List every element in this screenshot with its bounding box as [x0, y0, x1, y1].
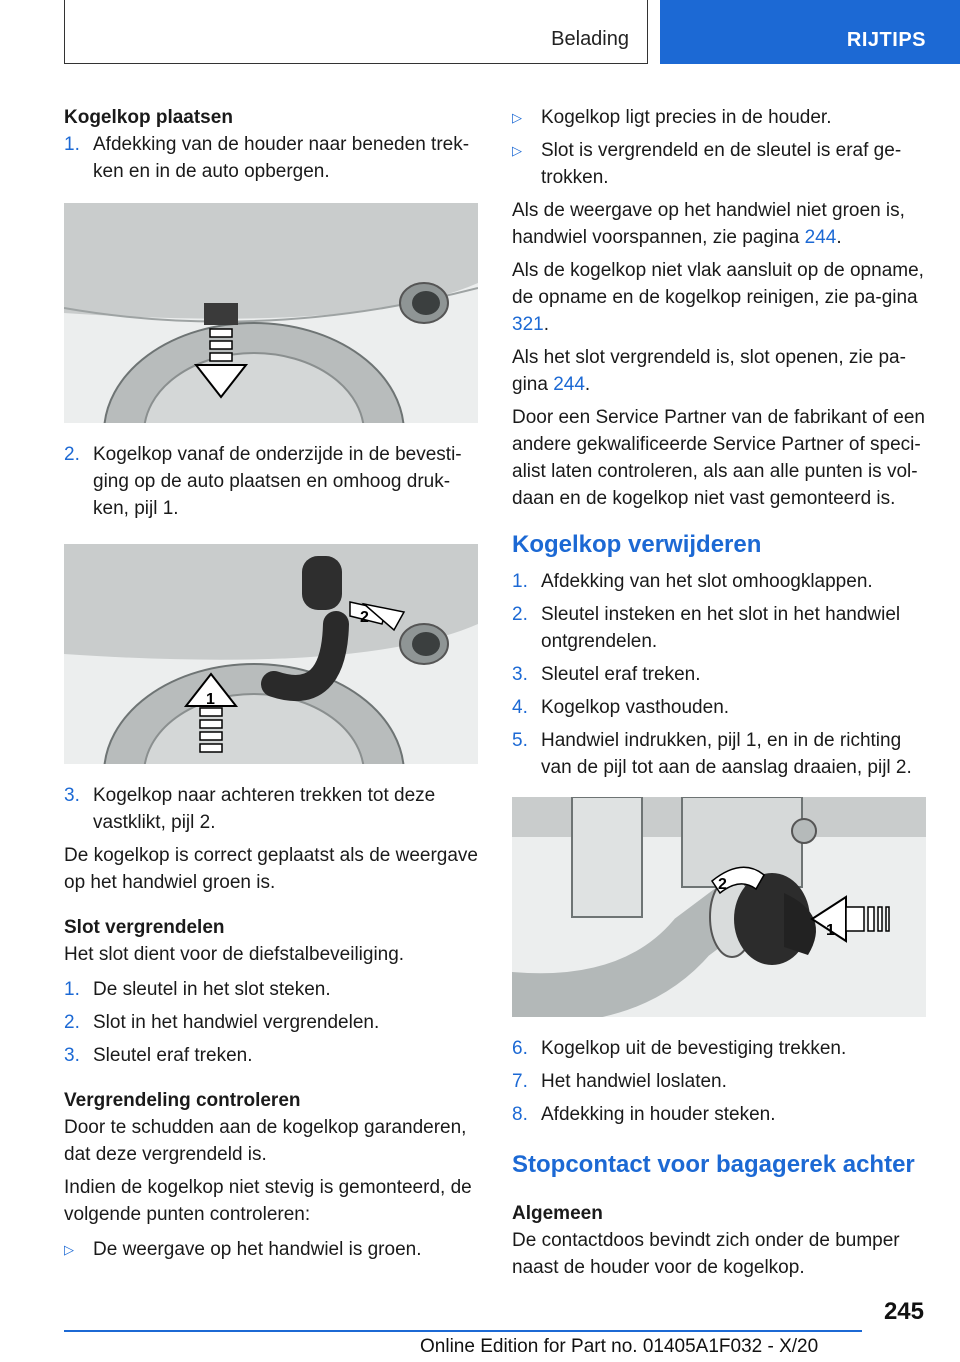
step-text: Afdekking in houder steken. — [541, 1104, 776, 1125]
heading-stopcontact: Stopcontact voor bagagerek achter — [512, 1151, 915, 1178]
figure-release-handwheel — [512, 797, 926, 1017]
page-link[interactable]: 244 — [804, 227, 837, 248]
figure-arrow-label: 1 — [826, 922, 835, 939]
step-number: 5. — [512, 730, 528, 751]
step-number: 6. — [512, 1038, 528, 1059]
step-text: Het handwiel loslaten. — [541, 1071, 727, 1092]
heading-kogelkop-plaatsen: Kogelkop plaatsen — [64, 107, 233, 128]
left-column — [64, 104, 478, 1263]
step-text: De sleutel in het slot steken. — [93, 979, 331, 1000]
right-column — [512, 104, 926, 1281]
step-number: 1. — [64, 134, 80, 155]
figure-arrow-label: 1 — [206, 691, 215, 708]
heading-slot-vergrendelen: Slot vergrendelen — [64, 917, 225, 938]
step-text: Kogelkop vasthouden. — [541, 697, 730, 718]
step-text: Kogelkop uit de bevestiging trekken. — [541, 1038, 847, 1059]
list-item — [64, 131, 478, 185]
list-item — [512, 568, 926, 595]
figure-arrow-label: 2 — [360, 609, 369, 626]
footer-divider — [64, 1330, 862, 1332]
step-number: 2. — [64, 1012, 80, 1033]
list-item — [512, 727, 926, 781]
paragraph-indien: Indien de kogelkop niet stevig is gemonteerd, de volgende punten controleren: — [64, 1177, 472, 1225]
step-number: 8. — [512, 1104, 528, 1125]
list-item — [512, 137, 926, 191]
list-item — [512, 1068, 926, 1095]
step-text: Sleutel eraf treken. — [93, 1045, 253, 1066]
step-text: Sleutel eraf treken. — [541, 664, 701, 685]
list-item — [64, 441, 478, 522]
header-section-title: Belading — [551, 28, 629, 50]
heading-algemeen: Algemeen — [512, 1203, 603, 1224]
list-item — [64, 782, 478, 836]
figure-cover-removal — [64, 203, 478, 423]
step-text: Afdekking van het slot omhoogklappen. — [541, 571, 873, 592]
paragraph-algemeen: De contactdoos bevindt zich onder de bumper naast de houder voor de kogelkop. — [512, 1230, 900, 1278]
heading-kogelkop-verwijderen: Kogelkop verwijderen — [512, 531, 762, 558]
step-text: Sleutel insteken en het slot in het handwiel ontgrendelen. — [541, 604, 901, 652]
step-number: 7. — [512, 1071, 528, 1092]
paragraph-correct: De kogelkop is correct geplaatst als de weergave op het handwiel groen is. — [64, 845, 479, 893]
list-item — [64, 1236, 478, 1263]
step-number: 3. — [512, 664, 528, 685]
paragraph-niet-groen: Als de weergave op het handwiel niet groen is, handwiel voorspannen, zie pagina 244. — [512, 200, 905, 248]
paragraph-slot-vergrendeld: Als het slot vergrendeld is, slot openen, zie pa-gina 244. — [512, 347, 906, 395]
bullet-triangle-icon: ▷ — [512, 110, 522, 125]
step-text: Handwiel indrukken, pijl 1, en in de richting van de pijl tot aan de aanslag draaien, pijl 2. — [541, 730, 912, 778]
step-text: Kogelkop naar achteren trekken tot deze vastklikt, pijl 2. — [93, 785, 436, 833]
header-chapter-label: RIJTIPS — [846, 29, 926, 51]
header-section-box — [64, 0, 648, 64]
list-item — [64, 1009, 478, 1036]
list-item — [512, 601, 926, 655]
paragraph-niet-vlak: Als de kogelkop niet vlak aansluit op de opname, de opname en de kogelkop reinigen, zie pa-gina 321. — [512, 260, 924, 335]
bullet-text: Slot is vergrendeld en de sleutel is eraf ge-trokken. — [541, 140, 902, 188]
heading-vergrendeling-controleren: Vergrendeling controleren — [64, 1090, 301, 1111]
figure-insert-ball-head — [64, 544, 478, 764]
list-item — [512, 104, 926, 131]
step-number: 3. — [64, 785, 80, 806]
bullet-triangle-icon: ▷ — [64, 1242, 74, 1257]
paragraph-schudden: Door te schudden aan de kogelkop garanderen, dat deze vergrendeld is. — [64, 1117, 467, 1165]
step-text: Slot in het handwiel vergrendelen. — [93, 1012, 380, 1033]
footer-edition: Online Edition for Part no. 01405A1F032 - X/20 — [420, 1336, 819, 1357]
list-item — [64, 976, 478, 1003]
list-item — [512, 1101, 926, 1128]
paragraph-service: Door een Service Partner van de fabrikant of een andere gekwalificeerde Service Partner of speci-alist laten controleren, als aan alle punten is vol-daan en de kogelkop niet vast gemonteerd is. — [512, 407, 925, 509]
step-number: 4. — [512, 697, 528, 718]
step-number: 2. — [64, 444, 80, 465]
header-chapter-tab[interactable] — [660, 0, 960, 64]
step-number: 3. — [64, 1045, 80, 1066]
step-text: Afdekking van de houder naar beneden trek-ken en in de auto opbergen. — [93, 134, 470, 182]
page-number: 245 — [883, 1298, 924, 1325]
bullet-text: De weergave op het handwiel is groen. — [93, 1239, 422, 1260]
paragraph-slot: Het slot dient voor de diefstalbeveiliging. — [64, 944, 405, 965]
figure-arrow-label: 2 — [718, 876, 727, 893]
step-number: 2. — [512, 604, 528, 625]
list-item — [512, 1035, 926, 1062]
list-item — [64, 1042, 478, 1069]
bullet-text: Kogelkop ligt precies in de houder. — [541, 107, 832, 128]
list-item — [512, 694, 926, 721]
step-text: Kogelkop vanaf de onderzijde in de bevesti-ging op de auto plaatsen en omhoog druk-ken, pijl 1. — [93, 444, 462, 519]
page-link[interactable]: 321 — [512, 314, 544, 335]
step-number: 1. — [512, 571, 528, 592]
page-link[interactable]: 244 — [553, 374, 585, 395]
step-number: 1. — [64, 979, 80, 1000]
list-item — [512, 661, 926, 688]
bullet-triangle-icon: ▷ — [512, 143, 522, 158]
